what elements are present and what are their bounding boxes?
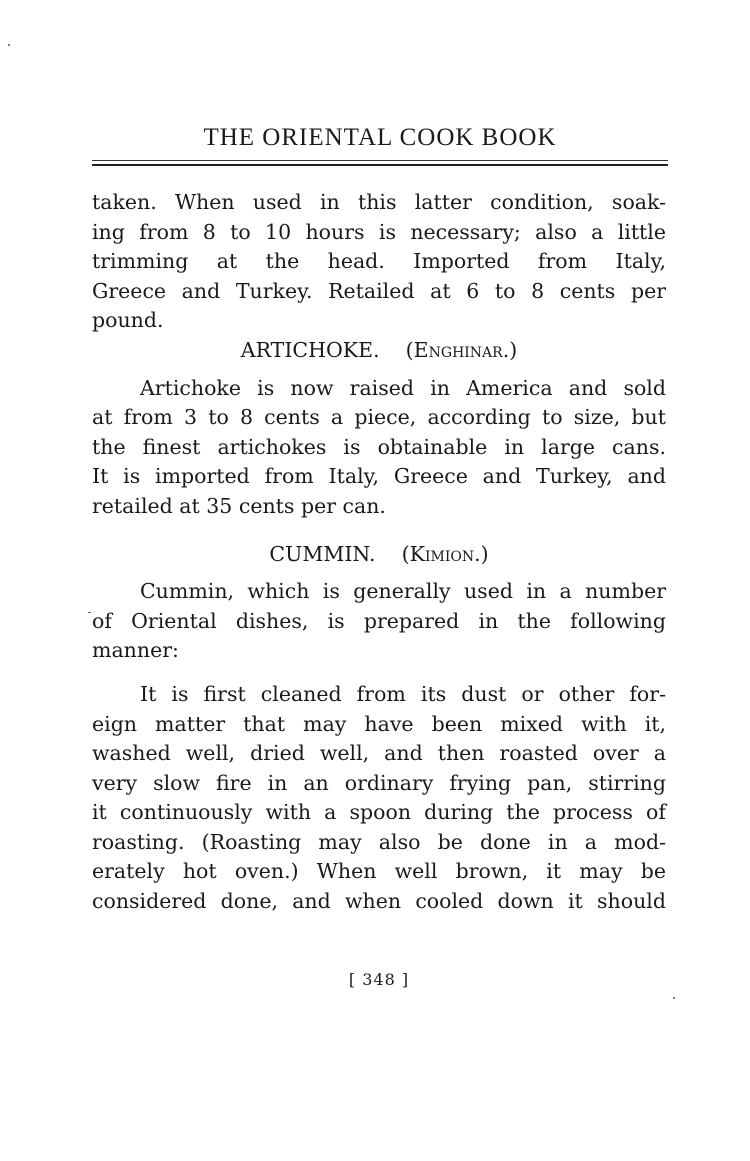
- text-line: Artichoke is now raised in America and sold: [140, 375, 666, 400]
- text-line: very slow fire in an ordinary frying pan, stirring: [92, 770, 666, 795]
- text-line: pound.: [92, 308, 164, 333]
- text-line: Greece and Turkey. Retailed at 6 to 8 cents per: [92, 278, 666, 303]
- heading-native-name: (Enghinar.): [405, 337, 518, 362]
- text-line: retailed at 35 cents per can.: [92, 493, 386, 518]
- page-number: [ 348 ]: [348, 970, 410, 989]
- scan-speck: [88, 612, 91, 613]
- text-line: ing from 8 to 10 hours is necessary; also a little: [92, 219, 666, 244]
- text-line: erately hot oven.) When well brown, it may be: [92, 859, 666, 884]
- paragraph-cummin-intro: [92, 577, 666, 666]
- paragraph-artichoke: [92, 374, 666, 522]
- paragraph-continued: [92, 188, 666, 336]
- text-line: it continuously with a spoon during the process of: [92, 800, 666, 825]
- heading-title: CUMMIN.: [269, 541, 376, 566]
- scan-speck: [673, 997, 675, 999]
- text-line: washed well, dried well, and then roasted over a: [92, 741, 666, 766]
- text-line: at from 3 to 8 cents a piece, according to size, but: [92, 405, 666, 430]
- text-line: Cummin, which is generally used in a number: [140, 579, 666, 604]
- header-rule-thick: [92, 164, 668, 166]
- text-line: considered done, and when cooled down it should: [92, 889, 666, 914]
- paragraph-cummin-method: [92, 680, 666, 917]
- text-line: It is first cleaned from its dust or other for-: [140, 681, 666, 706]
- body-text: [92, 188, 666, 917]
- heading-native-name: (Kimion.): [401, 541, 489, 566]
- text-line: manner:: [92, 638, 179, 663]
- text-line: the finest artichokes is obtainable in large cans.: [92, 434, 666, 459]
- text-line: taken. When used in this latter condition, soak-: [92, 190, 666, 214]
- section-heading-artichoke: [92, 336, 666, 366]
- text-line: It is imported from Italy, Greece and Turkey, and: [92, 464, 666, 489]
- scan-speck: [8, 44, 10, 46]
- header-rule-thin: [92, 160, 668, 161]
- text-line: eign matter that may have been mixed with it,: [92, 711, 666, 736]
- section-heading-cummin: [92, 540, 666, 570]
- running-head: THE ORIENTAL COOK BOOK: [203, 124, 557, 151]
- text-line: trimming at the head. Imported from Italy,: [92, 249, 666, 274]
- heading-title: ARTICHOKE.: [240, 337, 380, 362]
- text-line: roasting. (Roasting may also be done in a mod-: [92, 829, 666, 854]
- paragraph-gap: [92, 666, 666, 680]
- text-line: of Oriental dishes, is prepared in the following: [92, 608, 666, 633]
